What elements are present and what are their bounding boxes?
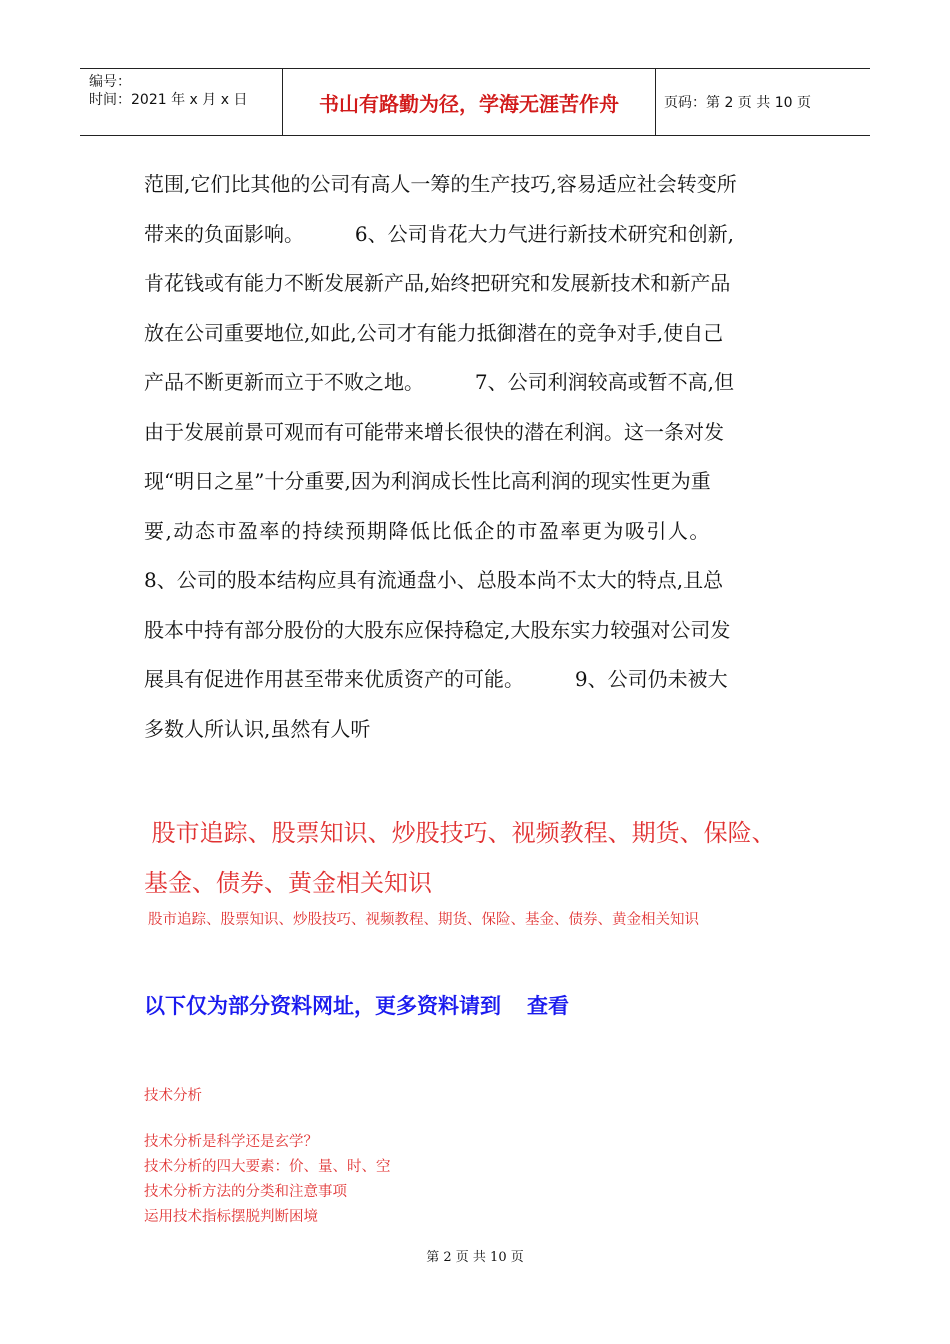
resource-links [144,1130,391,1230]
body-line: 多数人所认识,虽然有人听 [144,716,371,741]
body-line: 产品不断更新而立于不败之地。 7、公司利润较高或暂不高,但 [144,370,734,394]
header-page-info: 页码：第 2 页 共 10 页 [664,95,811,111]
body-line: 范围,它们比其他的公司有高人一筹的生产技巧,容易适应社会转变所 [144,172,737,196]
body-line: 现“明日之星”十分重要,因为利润成长性比高利润的现实性更为重 [144,469,711,493]
document-date: 时间：2021 年 x 月 x 日 [89,92,248,108]
resource-link[interactable]: 运用技术指标摆脱判断困境 [144,1209,318,1225]
resources-title [144,990,569,1020]
resource-link[interactable]: 技术分析方法的分类和注意事项 [144,1184,347,1200]
page-footer: 第 2 页 共 10 页 [426,1250,524,1265]
resources-title-view[interactable]: 查看 [527,994,569,1018]
body-line: 8、公司的股本结构应具有流通盘小、总股本尚不太大的特点,且总 [144,568,724,592]
page-header [80,68,870,136]
resources-title-text: 以下仅为部分资料网址，更多资料请到 [144,994,501,1018]
body-line: 要,动态市盈率的持续预期降低比低企的市盈率更为吸引人。 [144,518,711,543]
body-line: 股本中持有部分股份的大股东应保持稳定,大股东实力较强对公司发 [144,617,731,642]
promo-link[interactable]: 股市追踪、股票知识、炒股技巧、视频教程、期货、保险、基金、债券、黄金相关知识 [148,912,699,928]
resource-link[interactable]: 技术分析是科学还是玄学？ [144,1134,318,1150]
body-line: 展具有促进作用甚至带来优质资产的可能。 9、公司仍未被大 [144,667,728,691]
promo-heading-line[interactable]: 股市追踪、股票知识、炒股技巧、视频教程、期货、保险、 [144,819,776,847]
promo-heading [144,808,844,908]
body-line: 带来的负面影响。 6、公司肯花大力气进行新技术研究和创新, [144,221,734,246]
resource-link[interactable]: 技术分析的四大要素：价、量、时、空 [144,1159,391,1175]
body-line: 由于发展前景可观而有可能带来增长很快的潜在利润。这一条对发 [144,419,724,444]
body-line: 放在公司重要地位,如此,公司才有能力抵御潜在的竞争对手,使自己 [144,320,724,345]
body-line: 肯花钱或有能力不断发展新产品,始终把研究和发展新技术和新产品 [144,271,731,295]
header-motto: 书山有路勤为径，学海无涯苦作舟 [283,69,656,135]
document-number-label: 编号： [89,74,131,90]
body-text [144,160,814,754]
section-label[interactable]: 技术分析 [144,1088,202,1104]
promo-heading-line[interactable]: 基金、债券、黄金相关知识 [144,869,432,897]
header-meta [80,69,283,135]
